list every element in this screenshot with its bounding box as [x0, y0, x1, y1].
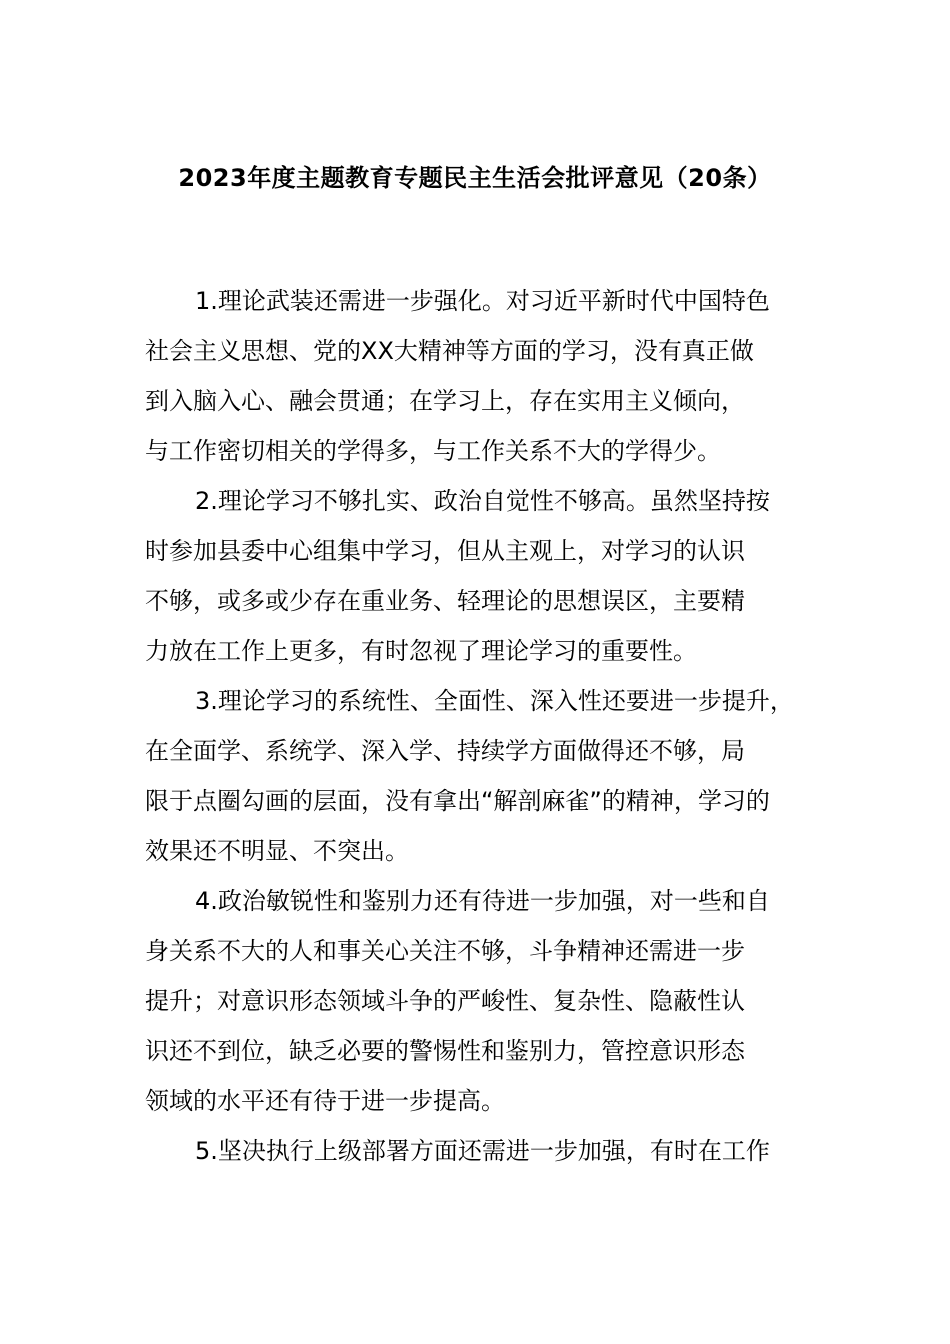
paragraph-1 — [145, 276, 835, 476]
paragraph-line: 2.理论学习不够扎实、政治自觉性不够高。虽然坚持按 — [195, 487, 770, 515]
paragraph-line: 社会主义思想、党的XX大精神等方面的学习，没有真正做 — [145, 337, 754, 365]
paragraph-line: 限于点圈勾画的层面，没有拿出“解剖麻雀”的精神，学习的 — [145, 787, 770, 815]
paragraph-line: 时参加县委中心组集中学习，但从主观上，对学习的认识 — [145, 537, 745, 565]
paragraph-line: 不够，或多或少存在重业务、轻理论的思想误区，主要精 — [145, 587, 745, 615]
document-title: 2023年度主题教育专题民主生活会批评意见（20条） — [178, 164, 772, 192]
document-body — [145, 276, 835, 1176]
paragraph-line: 识还不到位，缺乏必要的警惕性和鉴别力，管控意识形态 — [145, 1037, 745, 1065]
paragraph-line: 在全面学、系统学、深入学、持续学方面做得还不够，局 — [145, 737, 745, 765]
paragraph-line: 5.坚决执行上级部署方面还需进一步加强，有时在工作 — [195, 1137, 770, 1165]
paragraph-2 — [145, 476, 835, 676]
paragraph-line: 1.理论武装还需进一步强化。对习近平新时代中国特色 — [195, 287, 770, 315]
paragraph-line: 与工作密切相关的学得多，与工作关系不大的学得少。 — [145, 437, 721, 465]
paragraph-line: 领域的水平还有待于进一步提高。 — [145, 1087, 505, 1115]
paragraph-line: 4.政治敏锐性和鉴别力还有待进一步加强，对一些和自 — [195, 887, 770, 915]
paragraph-line: 3.理论学习的系统性、全面性、深入性还要进一步提升， — [195, 687, 794, 715]
paragraph-line: 到入脑入心、融会贯通；在学习上，存在实用主义倾向， — [145, 387, 745, 415]
paragraph-3 — [145, 676, 835, 876]
paragraph-line: 身关系不大的人和事关心关注不够，斗争精神还需进一步 — [145, 937, 745, 965]
paragraph-4 — [145, 876, 835, 1126]
paragraph-5 — [145, 1126, 835, 1176]
paragraph-line: 效果还不明显、不突出。 — [145, 837, 409, 865]
paragraph-line: 提升；对意识形态领域斗争的严峻性、复杂性、隐蔽性认 — [145, 987, 745, 1015]
paragraph-line: 力放在工作上更多，有时忽视了理论学习的重要性。 — [145, 637, 697, 665]
